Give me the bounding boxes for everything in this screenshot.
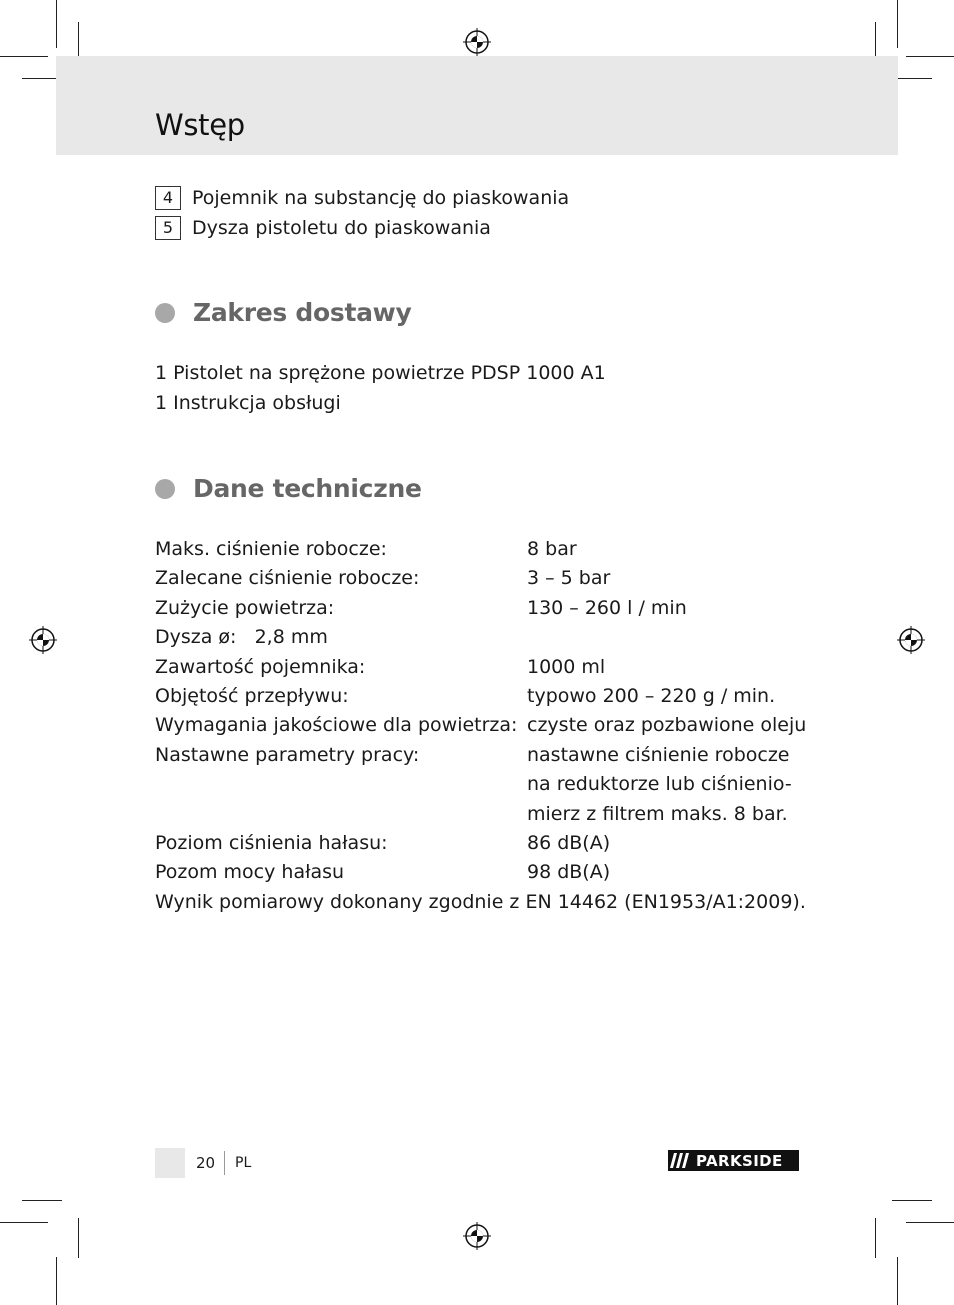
spec-value: typowo 200 – 220 g / min. [527,685,776,708]
part-label: Pojemnik na substancję do piaskowania [192,187,570,209]
parts-list [155,183,569,243]
registration-mark-icon [463,1222,491,1250]
page-number: 20 [196,1154,216,1172]
list-item [155,213,569,243]
language-code: PL [235,1155,252,1171]
page-title: Wstęp [155,108,245,142]
brand-name: PARKSIDE [696,1151,783,1170]
crop-mark [78,1218,79,1258]
footer-divider [224,1151,225,1175]
spec-label [155,770,527,799]
spec-label: Zalecane ciśnienie robocze: [155,567,420,590]
spec-table [155,535,855,917]
spec-label: Wymagania jakościowe dla powietrza: [155,714,518,737]
spec-value: 86 dB(A) [527,832,611,855]
spec-row [155,682,855,711]
crop-mark [0,1222,48,1223]
spec-row [155,564,855,593]
section-title: Zakres dostawy [193,298,412,327]
bullet-icon [155,303,175,323]
spec-row [155,711,855,740]
delivery-list [155,359,606,418]
spec-row [155,800,855,829]
crop-mark [892,78,932,79]
measurement-note: Wynik pomiarowy dokonany zgodnie z EN 14462 (EN1953/A1:2009). [155,890,806,913]
bullet-icon [155,479,175,499]
spec-row [155,741,855,770]
spec-value: czyste oraz pozbawione oleju [527,714,807,737]
crop-mark [56,0,57,48]
registration-mark-icon [29,626,57,654]
spec-label: Zużycie powietrza: [155,596,335,619]
crop-mark [906,56,954,57]
spec-row [155,653,855,682]
crop-mark [897,0,898,48]
spec-label: Zawartość pojemnika: [155,655,366,678]
footer-box [155,1148,185,1178]
spec-row [155,829,855,858]
technical-heading [155,474,422,503]
spec-value: nastawne ciśnienie robocze [527,743,790,766]
crop-mark [875,1218,876,1258]
spec-label: Objętość przepływu: [155,685,349,708]
list-item [155,183,569,213]
spec-row [155,535,855,564]
spec-label: Poziom ciśnienia hałasu: [155,832,388,855]
spec-label: Maks. ciśnienie robocze: [155,538,387,560]
crop-mark [0,56,48,57]
registration-mark-icon [897,626,925,654]
spec-value: mierz z filtrem maks. 8 bar. [527,802,788,825]
spec-row [155,770,855,799]
part-number-badge: 5 [155,216,181,240]
part-label: Dysza pistoletu do piaskowania [192,217,491,239]
logo-stripes-icon [668,1150,694,1171]
spec-value: 8 bar [527,538,577,560]
spec-row [155,594,855,623]
part-number-badge: 4 [155,186,181,210]
spec-value: 130 – 260 l / min [527,596,687,619]
crop-mark [892,1200,932,1201]
crop-mark [56,1257,57,1305]
list-item: 1 Instrukcja obsługi [155,391,341,414]
crop-mark [906,1222,954,1223]
spec-row [155,623,855,652]
registration-mark-icon [463,28,491,56]
crop-mark [897,1257,898,1305]
spec-value: na reduktorze lub ciśnienio- [527,773,792,796]
spec-label: Pozom mocy hałasu [155,861,345,884]
brand-logo [668,1150,799,1171]
section-title: Dane techniczne [193,474,422,503]
crop-mark [22,1200,62,1201]
spec-label: Nastawne parametry pracy: [155,743,420,766]
spec-value: 3 – 5 bar [527,567,611,590]
spec-value: 1000 ml [527,655,606,678]
list-item: 1 Pistolet na sprężone powietrze PDSP 1000 A1 [155,362,606,384]
delivery-heading [155,298,411,327]
spec-value: 98 dB(A) [527,861,611,884]
spec-inline: Dysza ø: 2,8 mm [155,626,328,649]
spec-row [155,858,855,887]
spec-label [155,800,527,829]
